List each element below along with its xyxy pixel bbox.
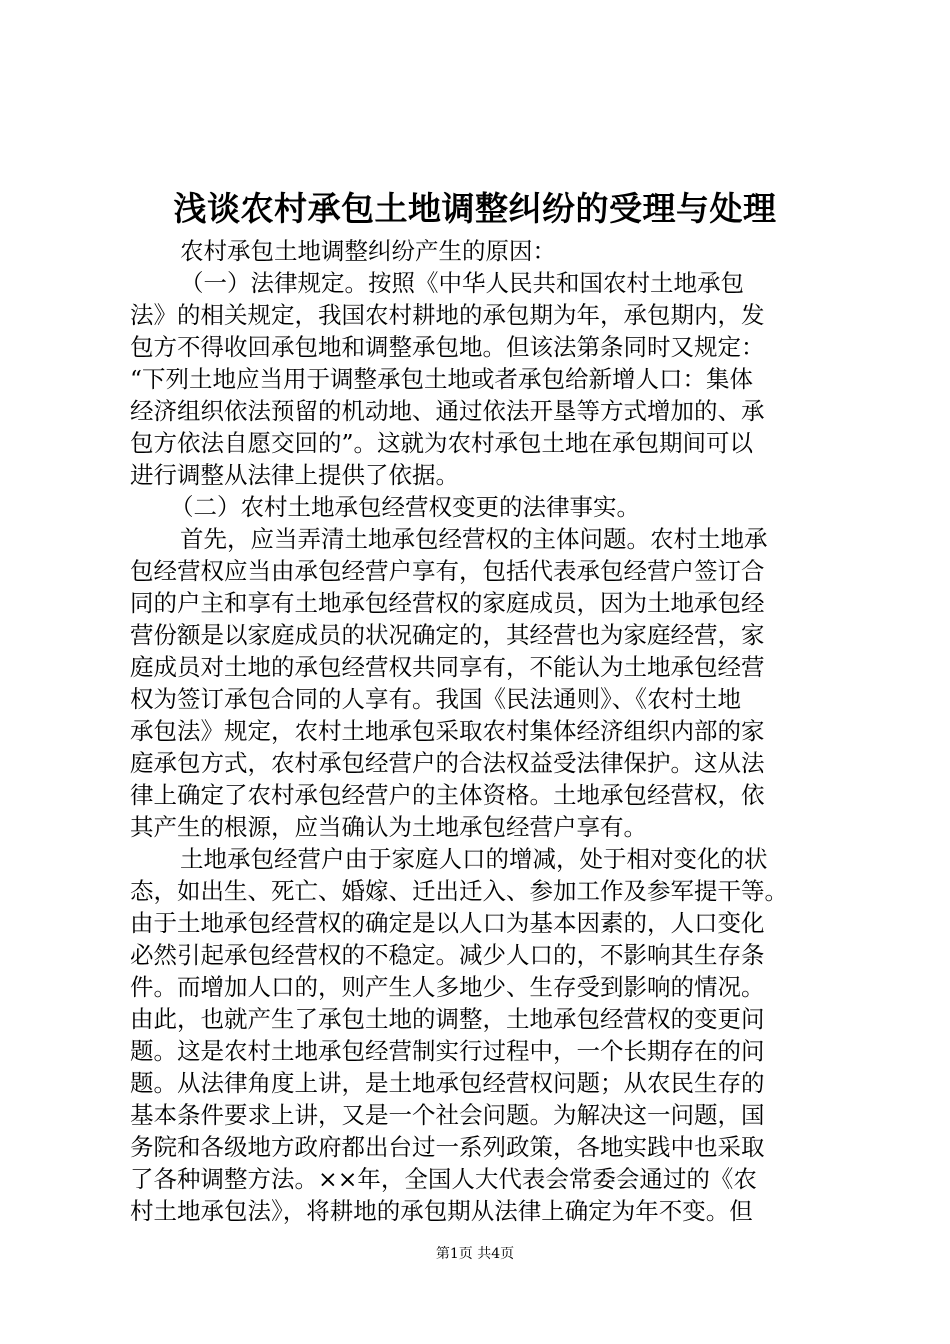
- text-line: 土地承包经营户由于家庭人口的增减，处于相对变化的状: [180, 845, 768, 873]
- text-line: 营份额是以家庭成员的状况确定的，其经营也为家庭经营，家: [130, 621, 765, 649]
- text-line: “下列土地应当用于调整承包土地或者承包给新增人口：集体: [130, 365, 754, 393]
- text-line: 了各种调整方法。××年，全国人大代表会常委会通过的《农: [130, 1165, 757, 1193]
- text-line: 必然引起承包经营权的不稳定。减少人口的，不影响其生存条: [130, 941, 765, 969]
- text-line: 由于土地承包经营权的确定是以人口为基本因素的，人口变化: [130, 909, 765, 937]
- text-line: 首先，应当弄清土地承包经营权的主体问题。农村土地承: [180, 525, 768, 553]
- text-line: 态，如出生、死亡、婚嫁、迁出迁入、参加工作及参军提干等。: [130, 877, 788, 905]
- text-line: 法》的相关规定，我国农村耕地的承包期为年，承包期内，发: [130, 301, 765, 329]
- text-line: （一）法律规定。按照《中华人民共和国农村土地承包: [180, 269, 744, 297]
- text-line: 题。从法律角度上讲，是土地承包经营权问题；从农民生存的: [130, 1069, 765, 1097]
- text-line: 庭承包方式，农村承包经营户的合法权益受法律保护。这从法: [130, 749, 765, 777]
- text-line: 律上确定了农村承包经营户的主体资格。土地承包经营权，依: [130, 781, 765, 809]
- text-line: 承包法》规定，农村土地承包采取农村集体经济组织内部的家: [130, 717, 765, 745]
- text-line: 包经营权应当由承包经营户享有，包括代表承包经营户签订合: [130, 557, 765, 585]
- document-body: [130, 235, 835, 1227]
- page-footer: 第1页 共4页: [435, 1246, 515, 1262]
- text-line: 包方不得收回承包地和调整承包地。但该法第条同时又规定：: [130, 333, 765, 361]
- text-line: 由此，也就产生了承包土地的调整，土地承包经营权的变更问: [130, 1005, 765, 1033]
- text-line: 件。而增加人口的，则产生人多地少、生存受到影响的情况。: [130, 973, 765, 1001]
- text-line: 其产生的根源，应当确认为土地承包经营户享有。: [130, 813, 647, 841]
- text-line: 经济组织依法预留的机动地、通过依法开垦等方式增加的、承: [130, 397, 765, 425]
- text-line: 基本条件要求上讲，又是一个社会问题。为解决这一问题，国: [130, 1101, 765, 1129]
- text-line: 权为签订承包合同的人享有。我国《民法通则》、《农村土地: [130, 685, 741, 713]
- text-line: 村土地承包法》，将耕地的承包期从法律上确定为年不变。但: [130, 1197, 753, 1225]
- text-line: （二）农村土地承包经营权变更的法律事实。: [170, 493, 640, 521]
- text-line: 同的户主和享有土地承包经营权的家庭成员，因为土地承包经: [130, 589, 765, 617]
- text-line: 包方依法自愿交回的”。这就为农村承包土地在承包期间可以: [130, 429, 754, 457]
- document-title: 浅谈农村承包土地调整纠纷的受理与处理: [173, 189, 777, 228]
- text-line: 农村承包土地调整纠纷产生的原因：: [180, 237, 556, 265]
- text-line: 务院和各级地方政府都出台过一系列政策，各地实践中也采取: [130, 1133, 765, 1161]
- text-line: 题。这是农村土地承包经营制实行过程中，一个长期存在的问: [130, 1037, 765, 1065]
- text-line: 进行调整从法律上提供了依据。: [130, 461, 459, 489]
- text-line: 庭成员对土地的承包经营权共同享有，不能认为土地承包经营: [130, 653, 765, 681]
